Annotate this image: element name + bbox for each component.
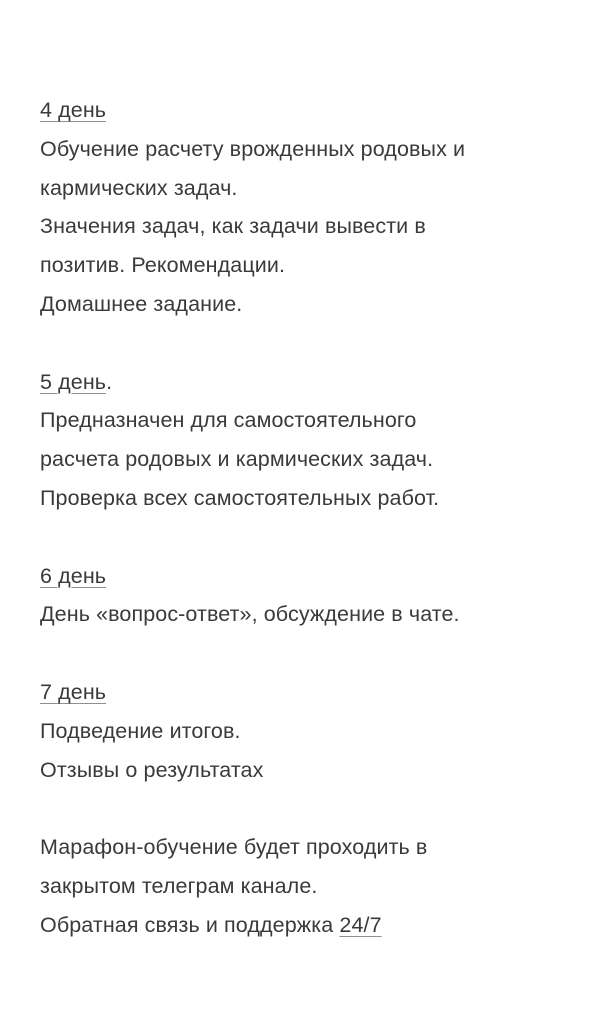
marathon-program-text xyxy=(40,91,580,945)
support-prefix: Обратная связь и поддержка xyxy=(40,912,340,937)
day-4-heading-line xyxy=(40,91,580,130)
day-7-heading-line xyxy=(40,673,580,712)
day-5-heading-suffix: . xyxy=(106,369,113,394)
day-5-line-2: расчета родовых и кармических задач. xyxy=(40,447,434,472)
day-5-line-1: Предназначен для самостоятельного xyxy=(40,408,417,433)
spacer xyxy=(40,324,580,363)
day-7-line-1: Подведение итогов. xyxy=(40,718,241,743)
day-7-line-2: Отзывы о результатах xyxy=(40,757,264,782)
day-4-line-3: Значения задач, как задачи вывести в xyxy=(40,214,426,239)
day-6-line-1: День «вопрос-ответ», обсуждение в чате. xyxy=(40,602,460,627)
day-4-line-1: Обучение расчету врожденных родовых и xyxy=(40,136,466,161)
day-6-heading-line xyxy=(40,557,580,596)
support-hours-link[interactable]: 24/7 xyxy=(339,912,382,937)
day-7-heading: 7 день xyxy=(40,679,107,704)
day-4-line-2: кармических задач. xyxy=(40,175,238,200)
day-4-heading: 4 день xyxy=(40,98,107,122)
spacer xyxy=(40,518,580,557)
spacer xyxy=(40,634,580,673)
day-5-line-3: Проверка всех самостоятельных работ. xyxy=(40,485,440,510)
day-5-heading-line xyxy=(40,363,580,402)
day-6-heading: 6 день xyxy=(40,563,107,588)
day-4-line-4: позитив. Рекомендации. xyxy=(40,253,286,278)
spacer xyxy=(40,789,580,828)
footer-line-2: закрытом телеграм канале. xyxy=(40,873,318,898)
support-line xyxy=(40,906,580,945)
footer-line-1: Марафон-обучение будет проходить в xyxy=(40,835,428,860)
day-4-line-5: Домашнее задание. xyxy=(40,291,243,316)
day-5-heading: 5 день xyxy=(40,369,107,394)
